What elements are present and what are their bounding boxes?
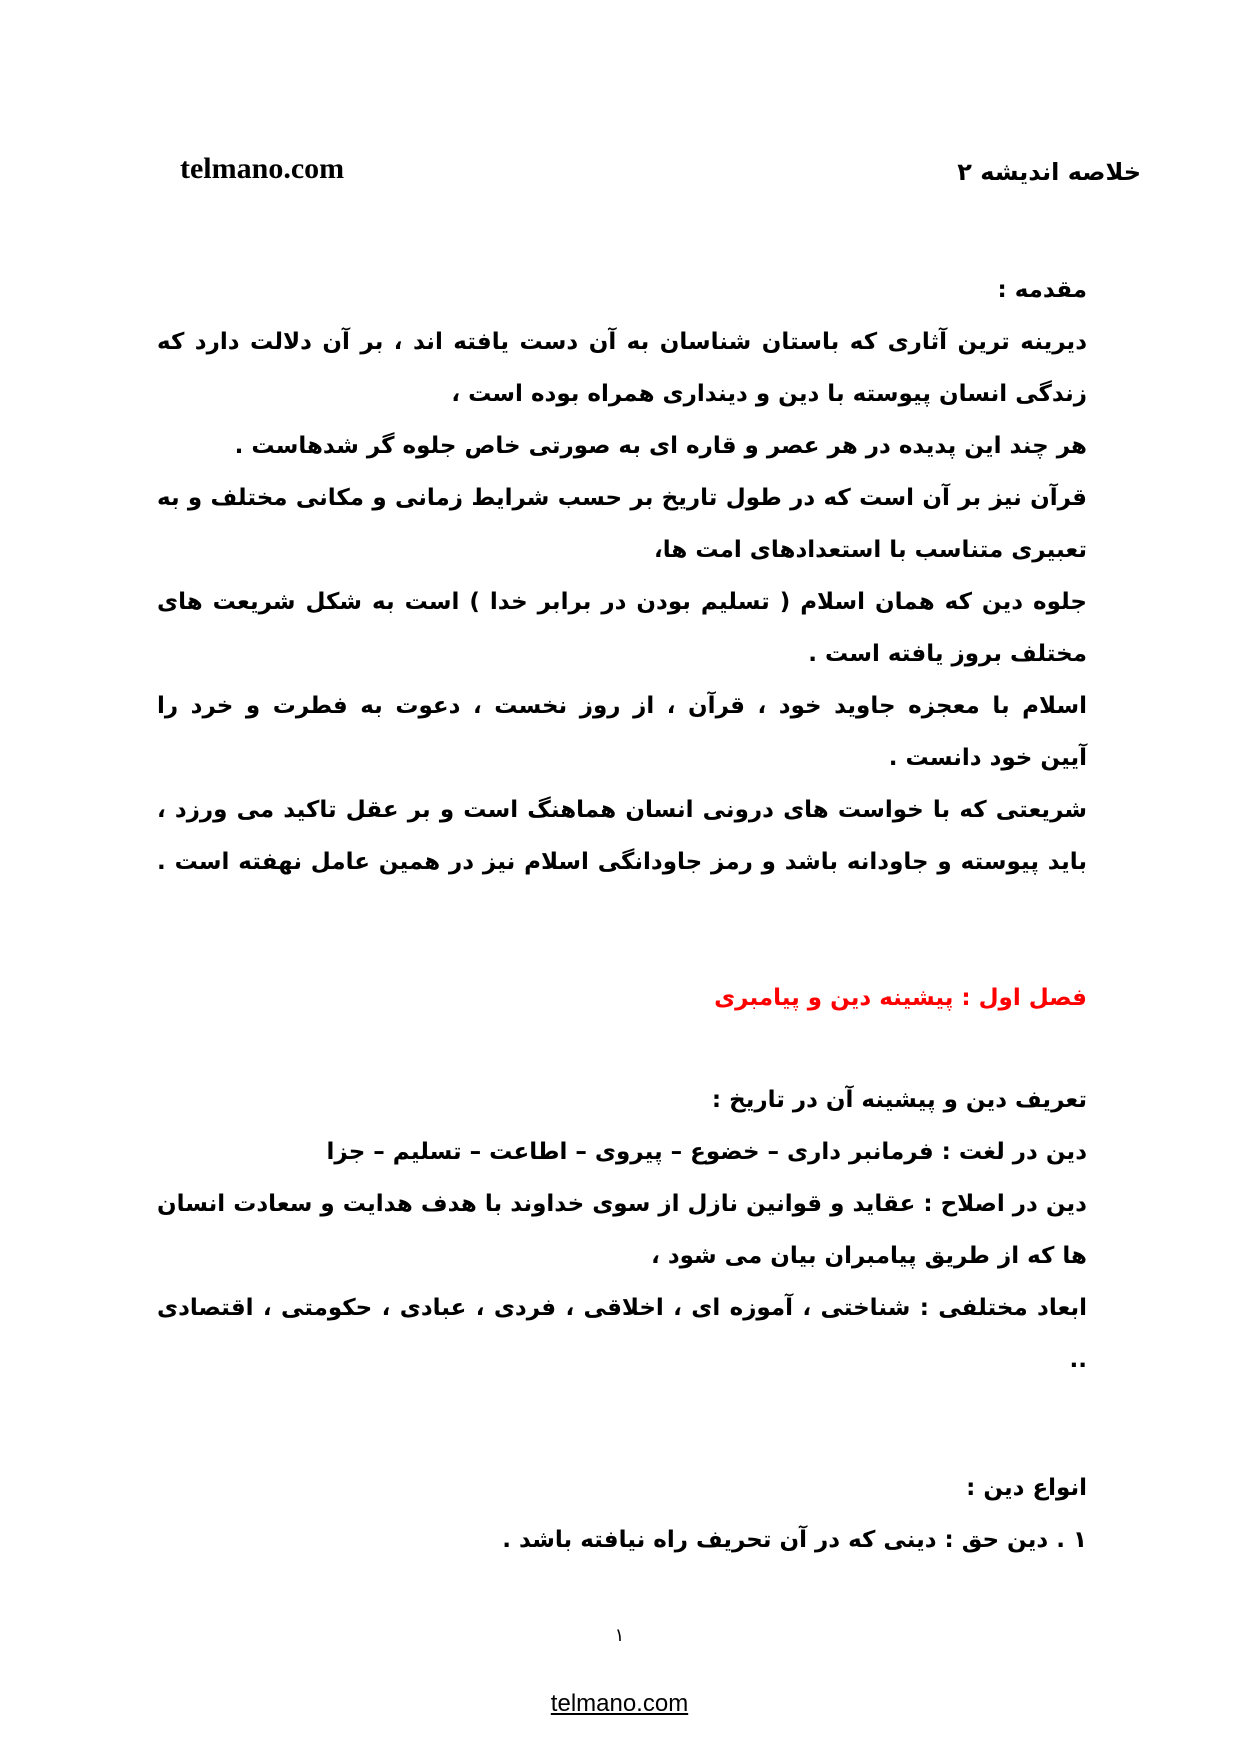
definition-line: ها که از طریق پیامبران بیان می شود ، (651, 1243, 1087, 1269)
types-section (157, 1462, 1087, 1566)
intro-line: آیین خود دانست . (888, 745, 1087, 771)
chapter-title: فصل اول : پیشینه دین و پیامبری (714, 985, 1087, 1011)
header-site: telmano.com (180, 152, 345, 185)
definition-line: دین در اصلاح : عقاید و قوانین نازل از سوی خداوند با هدف هدایت و سعادت انسان (157, 1191, 1087, 1217)
intro-line: تعبیری متناسب با استعدادهای امت ها، (653, 537, 1087, 563)
intro-line: زندگی انسان پیوسته با دین و دینداری همراه بوده است ، (451, 381, 1087, 407)
intro-section (157, 264, 1087, 888)
intro-line: قرآن نیز بر آن است که در طول تاریخ بر حسب شرایط زمانی و مکانی مختلف و به (157, 485, 1087, 511)
definition-line: ابعاد مختلفی : شناختی ، آموزه ای ، اخلاقی ، فردی ، عبادی ، حکومتی ، اقتصادی (157, 1295, 1087, 1321)
intro-line: شریعتی که با خواست های درونی انسان هماهنگ است و بر عقل تاکید می ورزد ، (157, 797, 1087, 823)
footer-link[interactable]: telmano.com (550, 1690, 689, 1717)
chapter-section (157, 972, 1087, 1024)
intro-line: دیرینه ترین آثاری که باستان شناسان به آن دست یافته اند ، بر آن دلالت دارد که (157, 329, 1087, 355)
intro-line: مختلف بروز یافته است . (808, 641, 1087, 667)
intro-line: باید پیوسته و جاودانه باشد و رمز جاودانگی اسلام نیز در همین عامل نهفته است . (157, 849, 1087, 875)
intro-line: هر چند این پدیده در هر عصر و قاره ای به صورتی خاص جلوه گر شدهاست . (234, 433, 1087, 459)
definition-heading: تعریف دین و پیشینه آن در تاریخ : (711, 1087, 1087, 1113)
header-title: خلاصه اندیشه ۲ (957, 158, 1141, 186)
definition-section (157, 1074, 1087, 1386)
types-heading: انواع دین : (966, 1475, 1087, 1501)
intro-line: اسلام با معجزه جاوید خود ، قرآن ، از روز نخست ، دعوت به فطرت و خرد را (157, 693, 1087, 719)
intro-line: جلوه دین که همان اسلام ( تسلیم بودن در برابر خدا ) است به شکل شریعت های (157, 589, 1087, 615)
intro-heading: مقدمه : (997, 277, 1087, 303)
definition-line: دین در لغت : فرمانبر داری – خضوع – پیروی – اطاعت – تسلیم – جزا (326, 1139, 1087, 1165)
definition-line: .. (1069, 1347, 1087, 1373)
types-line: ۱ . دین حق : دینی که در آن تحریف راه نیافته باشد . (502, 1527, 1087, 1553)
page-number: ۱ (614, 1625, 625, 1646)
